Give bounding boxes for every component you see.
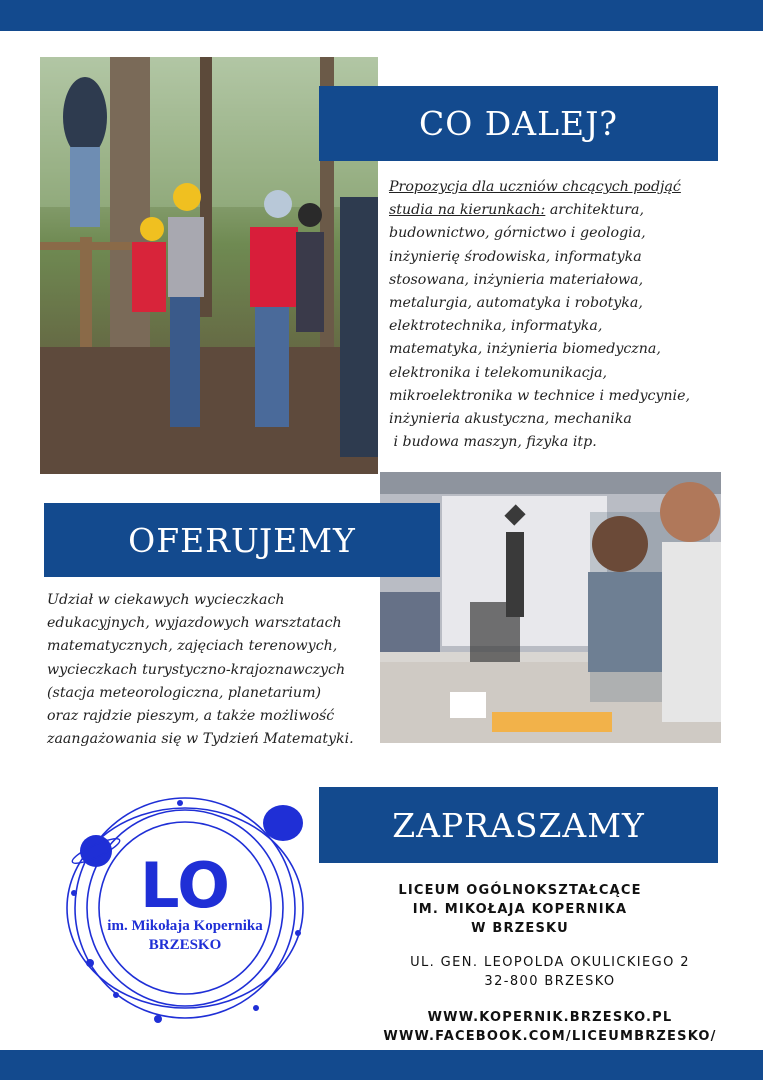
oferujemy-line: matematycznych, zajęciach terenowych, (47, 638, 338, 655)
school-name-line: IM. MIKOŁAJA KOPERNIKA (412, 902, 628, 917)
logo-line1: im. Mikołaja Kopernika (107, 918, 263, 934)
zapraszamy-heading-text: ZAPRASZAMY (392, 805, 645, 845)
co-dalej-line: metalurgia, automatyka i robotyka, (389, 295, 643, 312)
oferujemy-line: (stacja meteorologiczna, planetarium) (47, 684, 322, 701)
co-dalej-heading-text: CO DALEJ? (418, 104, 618, 143)
logo-line2: BRZESKO (148, 937, 222, 953)
website-link[interactable]: WWW.KOPERNIK.BRZESKO.PL (427, 1010, 673, 1025)
oferujemy-line: edukacyjnych, wyjazdowych warsztatach (47, 615, 342, 632)
co-dalej-text (389, 176, 729, 454)
oferujemy-line: Udział w ciekawych wycieczkach (47, 592, 285, 608)
oferujemy-heading-text: OFERUJEMY (128, 520, 356, 560)
logo-letters: LO (139, 849, 231, 922)
co-dalej-line: elektronika i telekomunikacja, (389, 364, 608, 381)
co-dalej-heading (319, 86, 718, 161)
co-dalej-line: inżynierię środowiska, informatyka (389, 248, 642, 265)
zapraszamy-heading (319, 787, 718, 863)
co-dalej-lead: Propozycja dla uczniów chcących podjąć studia na kierunkach: (389, 179, 681, 219)
co-dalej-line: elektrotechnika, informatyka, (389, 318, 603, 335)
oferujemy-heading (44, 503, 440, 577)
links-block (370, 1008, 730, 1046)
address-line: UL. GEN. LEOPOLDA OKULICKIEGO 2 (410, 955, 690, 970)
co-dalej-line: architektura, (545, 202, 644, 219)
top-bar (0, 0, 763, 31)
oferujemy-text (47, 589, 387, 751)
co-dalej-line: mikroelektronika w technice i medycynie, (389, 387, 690, 404)
co-dalej-line: inżynieria akustyczna, mechanika (389, 411, 632, 428)
co-dalej-line: matematyka, inżynieria biomedyczna, (389, 341, 661, 358)
co-dalej-line: i budowa maszyn, fizyka itp. (389, 434, 597, 451)
co-dalej-line: stosowana, inżynieria materiałowa, (389, 271, 644, 288)
bottom-bar (0, 1050, 763, 1080)
school-name-line: LICEUM OGÓLNOKSZTAŁCĄCE (398, 883, 642, 898)
oferujemy-line: oraz rajdzie pieszym, a także możliwość (47, 708, 335, 725)
facebook-link[interactable]: WWW.FACEBOOK.COM/LICEUMBRZESKO/ (383, 1029, 717, 1044)
school-logo (60, 783, 310, 1033)
school-name-line: W BRZESKU (471, 921, 569, 936)
contact-block (380, 881, 660, 938)
co-dalej-line: budownictwo, górnictwo i geologia, (389, 225, 646, 242)
address-line: 32-800 BRZESKO (484, 974, 616, 989)
address-block (390, 953, 710, 991)
oferujemy-line: zaangażowania się w Tydzień Matematyki. (47, 731, 354, 748)
oferujemy-line: wycieczkach turystyczno-krajoznawczych (47, 661, 346, 678)
